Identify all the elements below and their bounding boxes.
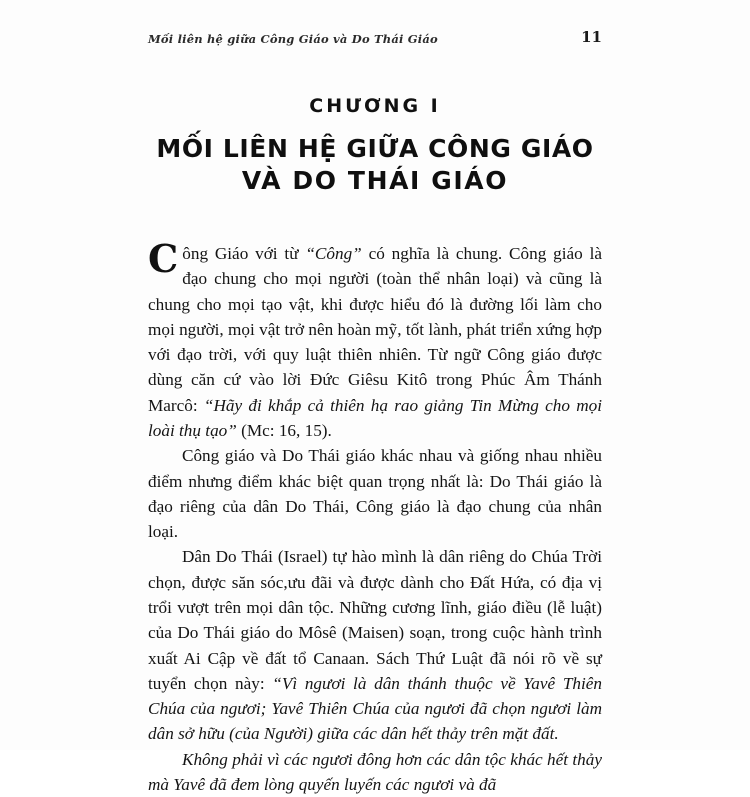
paragraph-3-run-1: Dân Do Thái (Israel) tự hào mình là dân riêng do Chúa Trời chọn, được săn sóc,ưu đãi và được dành cho Đất Hứa, có địa vị trổi vượt trên mọi dân tộc. Những cương lĩnh, giáo điều (lễ luật) của Do Thái giáo do Môsê (Maisen) soạn, trong cuộc hành trình xuất Ai Cập về đất tổ Canaan. Sách Thứ Luật đã nói rõ về sự tuyển chọn này: [148,547,602,693]
chapter-title-line-2: VÀ DO THÁI GIÁO [241,166,509,195]
chapter-title-line-1: MỐI LIÊN HỆ GIỮA CÔNG GIÁO [156,134,594,163]
running-head [148,24,602,46]
paragraph-2: Công giáo và Do Thái giáo khác nhau và giống nhau nhiều điểm nhưng điểm khác biệt quan trọng nhất là: Do Thái giáo là đạo riêng của dân Do Thái, Công giáo là đạo chung của nhân loại. [148,446,602,542]
page-number: 11 [581,28,602,46]
chapter-label: CHƯƠNG I [309,95,441,117]
chapter-title [148,133,602,197]
paragraph-4-italic-1: Không phải vì các ngươi đông hơn các dân tộc khác hết thảy mà Yavê đã đem lòng quyến luyến các ngươi và đã [148,749,602,794]
drop-cap: C [148,236,179,281]
page-content [148,95,602,797]
paragraph-1-italic-2: “Hãy đi khắp cả thiên hạ rao giảng Tin Mừng cho mọi loài thụ tạo” [148,395,603,440]
paragraph-1-italic-1: “Công” [305,244,362,263]
paragraph-3 [148,544,602,746]
paragraph-4 [148,747,602,797]
paragraph-3-italic-1: “Vì ngươi là dân thánh thuộc về Yavê Thiên Chúa của ngươi; Yavê Thiên Chúa của ngươi đã chọn ngươi làm dân sở hữu (của Người) giữa các dân hết thảy trên mặt đất. [148,673,602,744]
paragraph-1 [148,236,603,443]
paragraph-1-run-2: có nghĩa là chung. Công giáo là đạo chung cho mọi người (toàn thể nhân loại) và cũng là chung cho mọi tạo vật, khi được hiểu đó là đường lối làm cho mọi người, mọi vật trở nên hoàn mỹ, tốt lành, phát triển xứng hợp với đạo trời, với quy luật thiên nhiên. Từ ngữ Công giáo được dùng căn cứ vào lời Đức Giêsu Kitô trong Phúc Âm Thánh Marcô: [148,244,602,415]
paragraph-1-run-1: ông Giáo với từ [182,244,306,263]
running-head-title: Mối liên hệ giữa Công Giáo và Do Thái Giáo [148,32,438,46]
body-text [148,236,603,797]
paragraph-1-run-3: (Mc: 16, 15). [236,420,332,440]
